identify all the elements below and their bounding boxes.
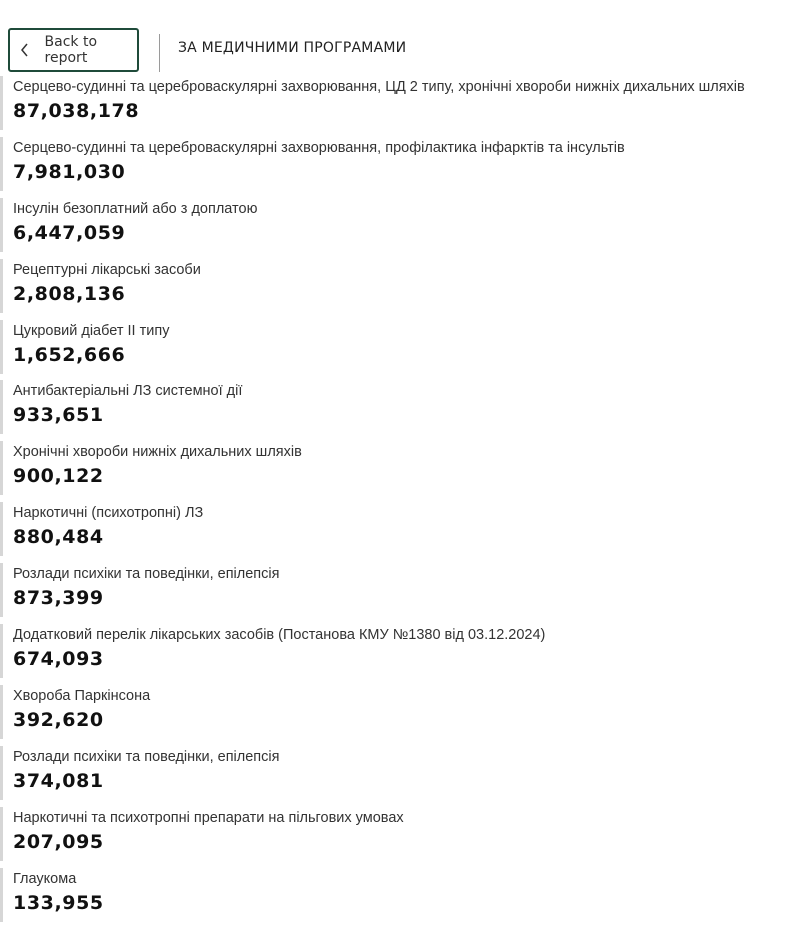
program-value: 900,122	[13, 465, 104, 488]
list-item	[0, 563, 800, 624]
program-name: Хронічні хвороби нижніх дихальних шляхів	[13, 444, 302, 461]
back-button-label: Back to report	[44, 34, 98, 66]
item-accent-bar	[0, 137, 3, 191]
item-accent-bar	[0, 380, 3, 434]
list-item	[0, 259, 800, 320]
program-name: Наркотичні (психотропні) ЛЗ	[13, 505, 204, 522]
list-item	[0, 807, 800, 868]
list-item	[0, 441, 800, 502]
program-name: Антибактеріальні ЛЗ системної дії	[13, 383, 243, 400]
program-value: 873,399	[13, 587, 104, 610]
list-item	[0, 624, 800, 685]
item-accent-bar	[0, 746, 3, 800]
program-name: Серцево-судинні та цереброваскулярні захворювання, ЦД 2 типу, хронічні хвороби нижніх дихальних шляхів	[13, 79, 745, 95]
program-name: Глаукома	[13, 870, 77, 887]
header	[0, 0, 800, 78]
page-title: ЗА МЕДИЧНИМИ ПРОГРАМАМИ	[178, 40, 407, 56]
program-value: 87,038,178	[13, 100, 140, 122]
item-accent-bar	[0, 502, 3, 556]
item-accent-bar	[0, 76, 3, 130]
item-accent-bar	[0, 259, 3, 313]
program-name: Інсулін безоплатний або з доплатою	[13, 200, 258, 217]
list-item	[0, 137, 800, 198]
item-accent-bar	[0, 441, 3, 495]
program-value: 2,808,136	[13, 282, 126, 305]
list-item	[0, 380, 800, 441]
program-value: 7,981,030	[13, 160, 126, 183]
program-name: Додатковий перелік лікарських засобів (Постанова КМУ №1380 від 03.12.2024)	[13, 627, 546, 644]
program-value: 674,093	[13, 648, 104, 671]
program-value: 374,081	[13, 769, 104, 792]
program-name: Рецептурні лікарські засоби	[13, 261, 201, 278]
list-item	[0, 502, 800, 563]
program-name: Хвороба Паркінсона	[13, 687, 151, 704]
item-accent-bar	[0, 868, 3, 922]
program-value: 392,620	[13, 708, 104, 731]
program-value: 207,095	[13, 830, 104, 853]
item-accent-bar	[0, 320, 3, 374]
program-name: Серцево-судинні та цереброваскулярні захворювання, профілактика інфарктів та інсультів	[13, 139, 625, 156]
program-name: Розлади психіки та поведінки, епілепсія	[13, 748, 280, 765]
item-accent-bar	[0, 563, 3, 617]
program-value: 880,484	[13, 526, 104, 549]
list-item	[0, 868, 800, 928]
program-list	[0, 76, 800, 928]
item-accent-bar	[0, 807, 3, 861]
list-item	[0, 746, 800, 807]
chevron-left-icon	[16, 43, 35, 57]
program-name: Розлади психіки та поведінки, епілепсія	[13, 566, 280, 583]
program-value: 6,447,059	[13, 221, 126, 244]
list-item	[0, 320, 800, 381]
list-item	[0, 198, 800, 259]
program-name: Наркотичні та психотропні препарати на пільгових умовах	[13, 809, 404, 826]
list-item	[0, 685, 800, 746]
program-value: 933,651	[13, 404, 104, 427]
program-name: Цукровий діабет II типу	[13, 322, 170, 339]
item-accent-bar	[0, 624, 3, 678]
program-value: 133,955	[13, 891, 104, 914]
program-value: 1,652,666	[13, 343, 126, 366]
list-item	[0, 76, 800, 137]
header-divider	[159, 34, 160, 72]
item-accent-bar	[0, 198, 3, 252]
back-to-report-button[interactable]	[8, 28, 139, 72]
item-accent-bar	[0, 685, 3, 739]
